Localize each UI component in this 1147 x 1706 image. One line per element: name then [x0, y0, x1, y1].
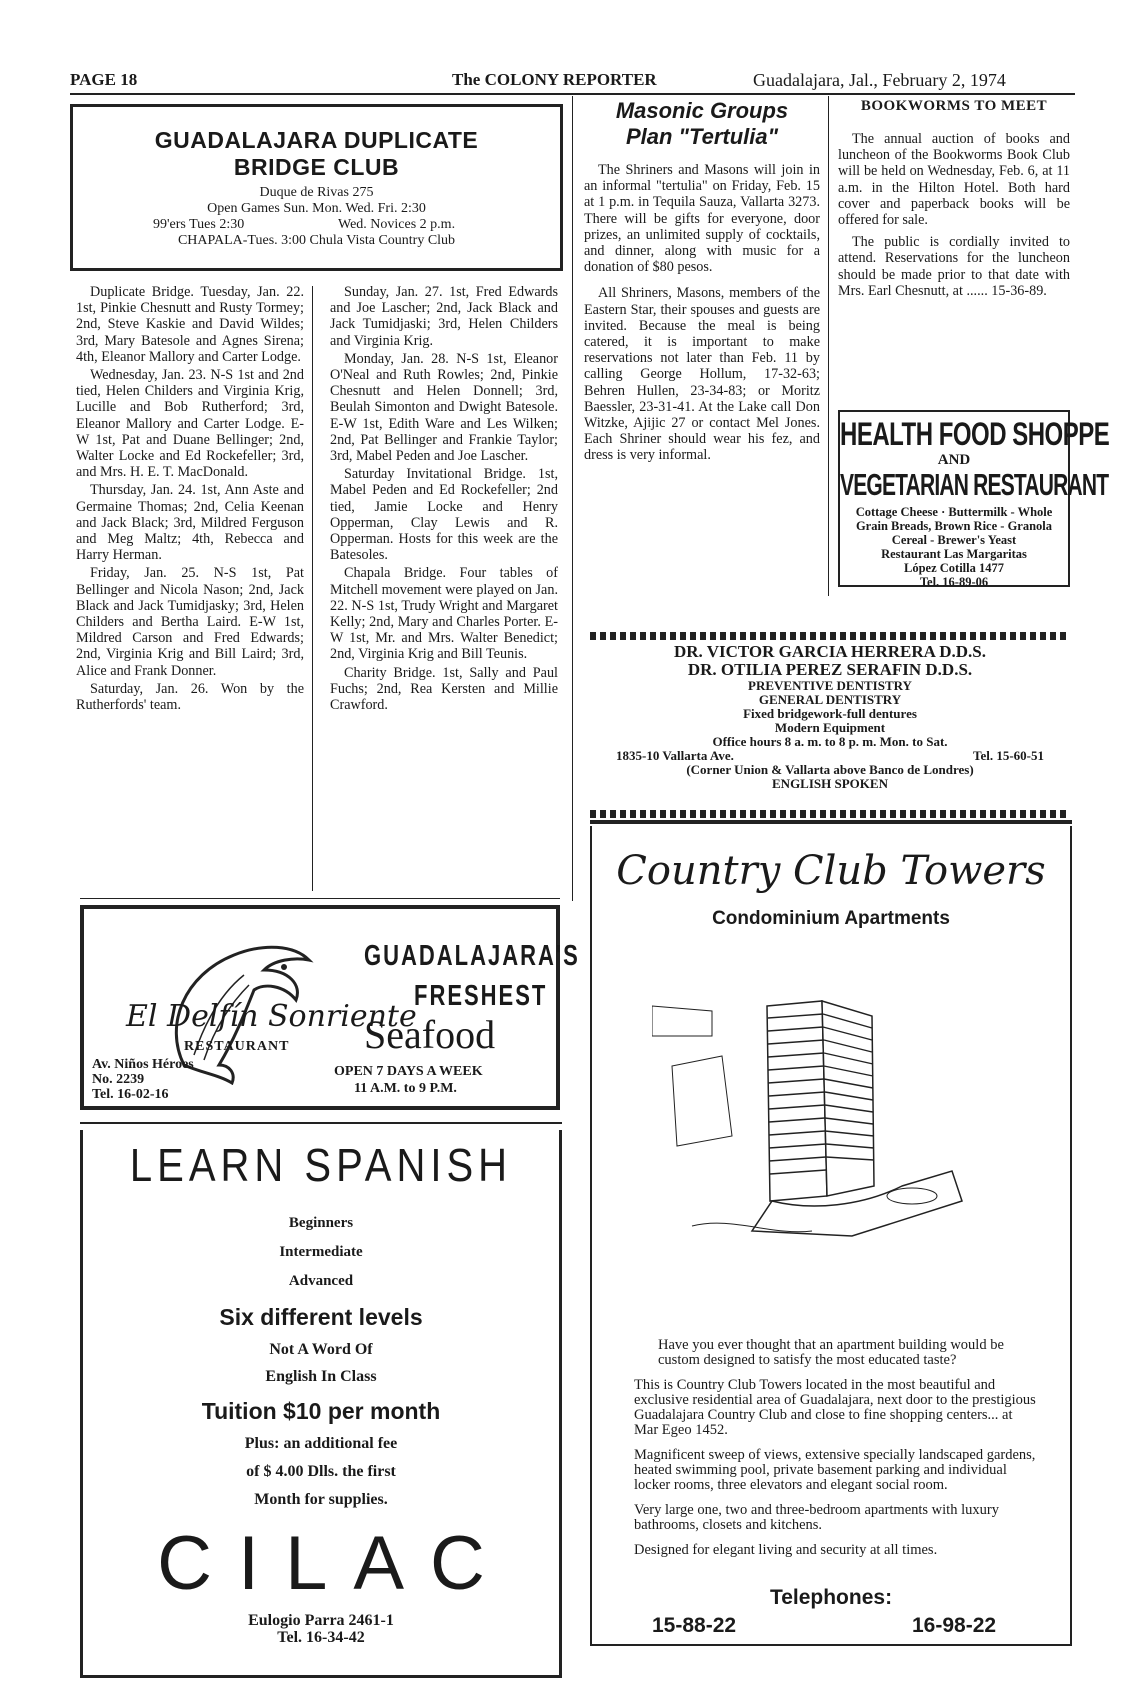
towers-telephones-label: Telephones: — [769, 1586, 893, 1609]
article-paragraph: Monday, Jan. 28. N-S 1st, Eleanor O'Neal and Ruth Rowles; 2nd, Pinkie Chesnutt and Helen Donnell; 3rd, Beulah Simonton and Dwight Batesole. E-W 1st, Edith Ware and Les Wilken; 2nd, Pat Bellinger and Frankie Taylor; 3rd, Mabel Peden and Joe Lascher. — [330, 350, 558, 465]
cilac-address: Eulogio Parra 2461-1 — [248, 1612, 394, 1629]
health-food-ad — [838, 410, 1110, 589]
article-paragraph: This is Country Club Towers located in the most beautiful and exclusive residential area of Guadalajara, next door to the prestigious Guadalajara Country Club and close to fine shopping centers... at Mar Egeo 1452. — [634, 1377, 1036, 1438]
section-rule — [590, 820, 1072, 824]
spanish-line: Month for supplies. — [254, 1491, 388, 1508]
dentist-ad — [590, 643, 1070, 791]
article-paragraph: Have you ever thought that an apartment building would be custom designed to satisfy the most educated taste? — [658, 1337, 1004, 1368]
bridge-results-col1 — [76, 284, 304, 715]
health-food-phone: Tel. 16-89-06 — [919, 575, 989, 589]
article-paragraph: The public is cordially invited to attend. Reservations for the luncheon should be made prior to that date with Mrs. Earl Chesnutt, at ...... 15-36-89. — [838, 234, 1070, 299]
seafood-ad — [80, 905, 580, 1110]
dentist-address: 1835-10 Vallarta Ave. — [616, 748, 734, 763]
health-food-items: Cottage Cheese · Buttermilk - Whole Grain Breads, Brown Rice - Granola Cereal - Brewer's Yeast — [855, 505, 1053, 547]
masonic-headline-2: Plan "Tertulia" — [625, 124, 779, 149]
health-food-title: HEALTH FOOD SHOPPE — [840, 416, 1110, 454]
masonic-headline: Masonic Groups — [615, 98, 789, 123]
article-paragraph: Chapala Bridge. Four tables of Mitchell movement were played on Jan. 22. N-S 1st, Trudy Wright and Margaret Kelly; 2nd, Mary and Charles Porter. E-W 1st, Mr. and Mrs. Walter Benedict; 2nd, Virginia Krig and Bill Teunis. — [330, 565, 558, 663]
article-paragraph: Designed for elegant living and security at all times. — [634, 1542, 938, 1558]
dentist-line: GENERAL DENTISTRY — [758, 692, 902, 707]
seafood-restaurant-label: RESTAURANT — [184, 1039, 290, 1054]
seafood-address-1: Av. Niños Héroes — [92, 1057, 194, 1072]
towers-phone-2: 16-98-22 — [912, 1614, 997, 1637]
seafood-headline-2: FRESHEST — [414, 979, 548, 1012]
dentist-phone: Tel. 15-60-51 — [972, 748, 1044, 763]
seafood-hours-2: 11 A.M. to 9 P.M. — [354, 1081, 457, 1096]
article-paragraph: Magnificent sweep of views, extensive specially landscaped gardens, heated swimming pool, private basement parking and individual locker rooms, three elevators and elegant social room. — [634, 1447, 1036, 1493]
spanish-line: English In Class — [265, 1368, 377, 1385]
level-intermediate: Intermediate — [279, 1244, 363, 1260]
article-paragraph: Saturday Invitational Bridge. 1st, Mabel Peden and Ed Rockefeller; 2nd tied, Jamie Locke and Henry Opperman, Clay Lewis and R. Opperman. Hosts for this week are the Batesoles. — [330, 466, 558, 564]
dentist-line: PREVENTIVE DENTISTRY — [748, 678, 912, 693]
masonic-article — [584, 98, 820, 466]
bridge-club-title: GUADALAJARA DUPLICATE — [154, 127, 479, 153]
vegetarian-restaurant-title: VEGETARIAN RESTAURANT — [840, 469, 1109, 503]
article-paragraph: Duplicate Bridge. Tuesday, Jan. 22. 1st, Pinkie Chesnutt and Rusty Tormey; 2nd, Steve Kaskie and David Wildes; 3rd, Mary Batesole and Agnes Sirena; 4th, Eleanor Mallory and Carter Lodge. — [76, 284, 304, 365]
article-paragraph: Saturday, Jan. 26. Won by the Rutherfords' team. — [76, 680, 304, 714]
newspaper-name: The COLONY REPORTER — [452, 70, 657, 89]
towers-title: Country Club Towers — [616, 848, 1046, 894]
article-paragraph: Sunday, Jan. 27. 1st, Fred Edwards and Joe Lascher; 2nd, Jack Black and Jack Tumidjaski; 3rd, Helen Childers and Virginia Krig. — [330, 284, 558, 349]
towers-text — [634, 1338, 1038, 1568]
tower-building-illustration — [652, 996, 972, 1246]
wavy-border — [590, 632, 1070, 640]
six-levels: Six different levels — [219, 1304, 423, 1330]
dateline: Guadalajara, Jal., February 2, 1974 — [753, 70, 1006, 90]
seafood-restaurant-name: El Delfín Sonriente — [126, 999, 417, 1034]
section-rule — [80, 1122, 562, 1124]
article-paragraph: The annual auction of books and luncheon of the Bookworms Book Club will be held on Wednesday, Feb. 6, at 11 a.m. in the Hilton Hotel. Both hard cover and paperback books will be offered for sale. — [838, 131, 1070, 229]
spanish-line: of $ 4.00 Dlls. the first — [246, 1463, 396, 1480]
column-rule — [828, 96, 829, 596]
bridge-club-novices: Wed. Novices 2 p.m. — [338, 217, 456, 232]
learn-spanish-title: LEARN SPANISH — [129, 1140, 513, 1192]
seafood-address-2: No. 2239 — [92, 1072, 145, 1087]
bookworms-headline: BOOKWORMS TO MEET — [860, 98, 1048, 114]
health-food-restaurant: Restaurant Las Margaritas — [881, 547, 1027, 561]
bookworms-article — [838, 98, 1070, 301]
article-paragraph: Very large one, two and three-bedroom apartments with luxury bathrooms, closets and kitchens. — [634, 1502, 999, 1533]
bridge-club-99ers: 99'ers Tues 2:30 — [153, 217, 245, 232]
bridge-club-subtitle: BRIDGE CLUB — [233, 154, 400, 180]
dentist-line: (Corner Union & Vallarta above Banco de Londres) — [686, 762, 974, 777]
column-rule — [572, 96, 573, 901]
bridge-club-box — [70, 104, 563, 271]
health-food-and: AND — [937, 452, 971, 468]
bridge-club-address: Duque de Rivas 275 — [259, 185, 374, 200]
health-food-address: López Cotilla 1477 — [904, 561, 1004, 575]
article-paragraph: Charity Bridge. 1st, Sally and Paul Fuchs; 2nd, Rea Kersten and Millie Crawford. — [330, 664, 558, 714]
tuition: Tuition $10 per month — [201, 1398, 441, 1424]
dentist-hours: Office hours 8 a. m. to 8 p. m. Mon. to Sat. — [712, 734, 948, 749]
cilac-name: CILAC — [157, 1521, 511, 1606]
learn-spanish-ad — [80, 1130, 562, 1678]
article-paragraph: All Shriners, Masons, members of the Eastern Star, their spouses and guests are invited. Because the meal is being catered, it is important to make reservations not later than Feb. 11 by calling George Hollum, 17-32-63; Behren Hullen, 23-34-83; or Moritz Baessler, 23-31-41. At the Lake call Don Witzke, Ajijic 27 or contact Mel Jones. Each Shriner should wear his fez, and dress is very informal. — [584, 285, 820, 464]
dentist-line: ENGLISH SPOKEN — [772, 776, 888, 791]
seafood-hours-1: OPEN 7 DAYS A WEEK — [334, 1064, 483, 1079]
seafood-phone: Tel. 16-02-16 — [92, 1087, 169, 1102]
towers-subtitle: Condominium Apartments — [712, 908, 950, 929]
page-number: PAGE 18 — [70, 70, 138, 89]
article-paragraph: Wednesday, Jan. 23. N-S 1st and 2nd tied, Helen Childers and Virginia Krig, Lucille and Bob Rutherford; 3rd, Eleanor Mallory and Carter Lodge. E-W 1st, Pat and Duane Bellinger; 2nd, Walter Locke and Ed Rockefeller; 3rd, and Mrs. H. E. T. MacDonald. — [76, 367, 304, 481]
bridge-club-hours: Open Games Sun. Mon. Wed. Fri. 2:30 — [207, 201, 426, 216]
article-paragraph: Thursday, Jan. 24. 1st, Ann Aste and Germaine Thomas; 2nd, Celia Keenan and Jack Black; 3rd, Mildred Ferguson and Meg Maltz; 4th, Rebecca and Harry Herman. — [76, 482, 304, 564]
article-paragraph: Friday, Jan. 25. N-S 1st, Pat Bellinger and Nicola Nason; 2nd, Jack Black and Jack Tumidjasky; 3rd, Helen Childers and Bertha Laird. E-W 1st, Mildred Carson and Fred Edwards; 2nd, Virginia Krig and Bill Laird; 3rd, Alice and Frank Donner. — [76, 565, 304, 679]
spanish-line: Plus: an additional fee — [244, 1435, 398, 1452]
level-beginners: Beginners — [288, 1215, 354, 1231]
dentist-name-2: DR. OTILIA PEREZ SERAFIN D.D.S. — [687, 660, 973, 679]
column-rule — [312, 286, 313, 891]
section-rule — [80, 898, 560, 899]
spanish-line: Not A Word Of — [269, 1341, 373, 1358]
towers-phone-1: 15-88-22 — [652, 1614, 737, 1637]
seafood-headline-1: GUADALAJARA'S — [364, 939, 580, 972]
dentist-line: Fixed bridgework-full dentures — [743, 706, 917, 721]
level-advanced: Advanced — [288, 1273, 354, 1289]
header-rule — [70, 93, 1075, 95]
cilac-phone: Tel. 16-34-42 — [277, 1629, 365, 1646]
seafood-headline-3: Seafood — [364, 1012, 496, 1057]
wavy-border — [590, 810, 1070, 818]
country-club-towers-ad — [590, 826, 1072, 1646]
bridge-results-col2 — [330, 284, 558, 715]
dentist-line: Modern Equipment — [774, 720, 886, 735]
dentist-name-1: DR. VICTOR GARCIA HERRERA D.D.S. — [673, 642, 987, 661]
article-paragraph: The Shriners and Masons will join in an informal "tertulia" on Friday, Feb. 15 at 1 p.m. in Tequila Sauza, Vallarta 3273. There will be gifts for everyone, door prizes, an unlimited supply of cocktails, and dinner, along with music for a donation of $80 pesos. — [584, 162, 820, 276]
bridge-club-chapala: CHAPALA-Tues. 3:00 Chula Vista Country Club — [177, 233, 456, 248]
